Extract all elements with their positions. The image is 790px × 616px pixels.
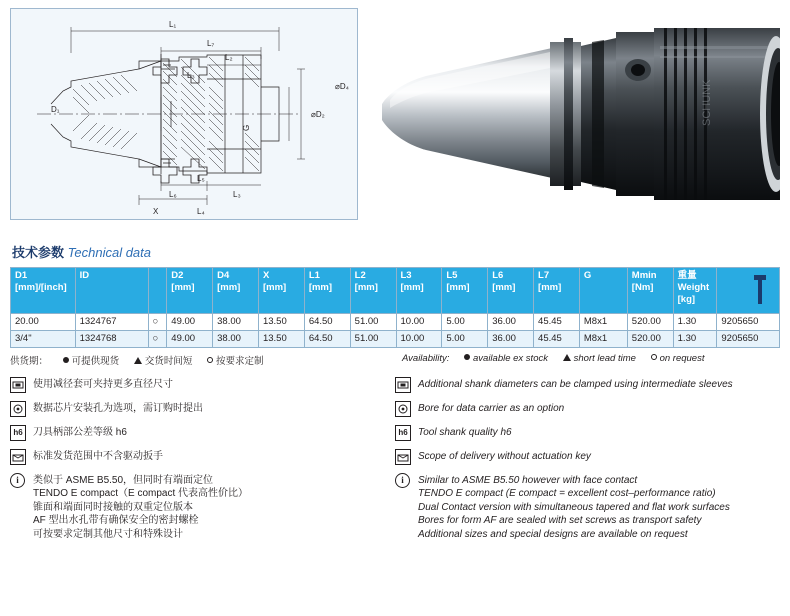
data-chip-icon-box xyxy=(10,401,26,417)
col-header-d2-line1: D2 xyxy=(171,270,184,281)
col-header-l7-line2: [mm] xyxy=(538,281,562,293)
note-line: 锥面和端面同时接触的双重定位版本 xyxy=(33,501,193,513)
availability-item-stock-zh-label: 可提供现货 xyxy=(71,355,120,367)
cell-l3: 10.00 xyxy=(396,330,442,347)
col-header-l2-line2: [mm] xyxy=(354,281,378,293)
dim-label-L5: L₅ xyxy=(197,174,205,183)
dim-label-X: X xyxy=(153,207,159,216)
col-header-d1-line1: D1 xyxy=(15,270,28,281)
wrench-icon xyxy=(745,272,775,308)
info-icon-circle xyxy=(395,473,410,488)
col-header-l2 xyxy=(350,268,396,314)
shank-quality-icon-label: h6 xyxy=(398,428,408,438)
availability-item-short-en-label: short lead time xyxy=(573,352,636,364)
note-data-chip-en xyxy=(395,401,772,417)
cell-l6: 36.00 xyxy=(488,330,534,347)
delivery-scope-icon-box xyxy=(395,449,411,465)
note-line: 标准发货范围中不含驱动扳手 xyxy=(33,450,163,462)
dim-label-L3: L₃ xyxy=(233,190,241,199)
col-header-l6 xyxy=(488,268,534,314)
dim-label-L7: L₇ xyxy=(207,39,215,48)
cell-l2: 51.00 xyxy=(350,314,396,331)
col-header-g-line1: G xyxy=(583,270,592,281)
tool-holder-photo xyxy=(364,8,780,220)
delivery-scope-icon-glyph xyxy=(11,450,25,464)
note-line: 数据芯片安装孔为选项，需订购时提出 xyxy=(33,402,203,414)
col-header-blank xyxy=(148,268,167,314)
note-line: Bore for data carrier as an option xyxy=(418,402,565,414)
col-header-l3-line2: [mm] xyxy=(400,281,424,293)
photo-svg xyxy=(364,8,780,220)
availability-label-en: Availability: xyxy=(402,352,450,364)
note-info-en xyxy=(395,473,772,542)
delivery-scope-icon-glyph xyxy=(396,450,410,464)
technical-data-heading xyxy=(0,228,790,267)
col-header-g xyxy=(579,268,627,314)
cell-g: M8x1 xyxy=(579,314,627,331)
sleeve-icon-glyph xyxy=(396,378,410,392)
col-header-d2-line2: [mm] xyxy=(171,281,195,293)
sleeve-icon xyxy=(395,377,411,393)
col-header-l1 xyxy=(304,268,350,314)
availability-item-request-zh-label: 按要求定制 xyxy=(215,355,264,367)
cell-id: 1324767 xyxy=(75,314,148,331)
info-icon xyxy=(10,473,26,489)
cell-mmin: 520.00 xyxy=(627,314,673,331)
col-header-l1-line1: L1 xyxy=(308,270,320,281)
col-header-l6-line1: L6 xyxy=(492,270,504,281)
col-header-l7 xyxy=(534,268,580,314)
cell-option-dot: ○ xyxy=(148,330,167,347)
tool-holder-cross-section-drawing xyxy=(10,8,358,220)
availability-item-request-en-label: on request xyxy=(659,352,705,364)
cell-option-dot: ○ xyxy=(148,314,167,331)
availability-item-request-zh xyxy=(207,356,264,367)
sleeve-icon xyxy=(10,377,26,393)
cell-actuation-key: 9205650 xyxy=(717,314,780,331)
cell-d2: 49.00 xyxy=(167,314,213,331)
note-delivery-scope-zh xyxy=(10,449,387,465)
shank-quality-icon-box xyxy=(395,425,411,441)
cell-weight: 1.30 xyxy=(673,330,717,347)
data-chip-icon xyxy=(395,401,411,417)
availability-item-request-en xyxy=(651,353,705,364)
note-line: AF 型出水孔带有确保安全的密封螺栓 xyxy=(33,515,199,527)
dim-label-L1: L₁ xyxy=(169,20,177,29)
note-text xyxy=(418,377,733,392)
dim-label-G: G xyxy=(242,124,251,131)
info-icon-circle xyxy=(10,473,25,488)
technical-data-heading-zh: 技术参数 xyxy=(12,245,65,260)
col-header-weight-line2: Weight xyxy=(677,281,710,293)
col-header-actuation-key xyxy=(717,268,780,314)
col-header-mmin xyxy=(627,268,673,314)
note-delivery-scope-en xyxy=(395,449,772,465)
cell-x: 13.50 xyxy=(258,314,304,331)
dim-label-L4: L₄ xyxy=(197,207,205,216)
cell-g: M8x1 xyxy=(579,330,627,347)
shank-quality-icon xyxy=(10,425,26,441)
col-header-l5-line2: [mm] xyxy=(446,281,470,293)
dim-label-L2: L₂ xyxy=(225,53,233,62)
note-line: Bores for form AF are sealed with set screws as transport safety xyxy=(418,515,702,527)
dim-label-D4: ⌀D₄ xyxy=(335,82,349,91)
shank-quality-icon xyxy=(395,425,411,441)
col-header-l3-line1: L3 xyxy=(400,270,412,281)
col-header-weight-line3: [kg] xyxy=(677,293,696,305)
note-line: 刀具柄部公差等级 h6 xyxy=(33,426,127,438)
note-text xyxy=(418,449,591,464)
filled-circle-icon xyxy=(63,357,69,363)
cell-d2: 49.00 xyxy=(167,330,213,347)
col-header-d2 xyxy=(167,268,213,314)
cell-mmin: 520.00 xyxy=(627,330,673,347)
technical-data-heading-en: Technical data xyxy=(67,245,151,260)
availability-item-short-zh-label: 交货时间短 xyxy=(144,355,193,367)
col-header-id-line1: ID xyxy=(79,270,90,281)
cell-l1: 64.50 xyxy=(304,330,350,347)
cell-actuation-key: 9205650 xyxy=(717,330,780,347)
col-header-l2-line1: L2 xyxy=(354,270,366,281)
availability-item-stock-en xyxy=(464,353,548,364)
table-row xyxy=(11,330,780,347)
col-header-mmin-line1: Mmin xyxy=(631,270,657,281)
note-text xyxy=(33,473,248,542)
cell-l7: 45.45 xyxy=(534,330,580,347)
col-header-l3 xyxy=(396,268,442,314)
notes-section xyxy=(10,377,780,550)
sleeve-icon-box xyxy=(395,377,411,393)
hollow-circle-icon xyxy=(207,357,213,363)
dim-label-D2: ⌀D₂ xyxy=(311,110,325,119)
availability-item-short-en xyxy=(563,353,636,364)
delivery-scope-icon-box xyxy=(10,449,26,465)
note-line: 使用减径套可夹持更多直径尺寸 xyxy=(33,378,173,390)
info-icon-label: i xyxy=(16,475,19,486)
notes-column-zh xyxy=(10,377,395,550)
note-line: Similar to ASME B5.50 however with face contact xyxy=(418,474,638,486)
note-text xyxy=(33,425,127,440)
dim-label-L6: L₆ xyxy=(169,190,177,199)
cell-d4: 38.00 xyxy=(213,330,259,347)
photo-brand-label: SCHUNK xyxy=(701,79,713,126)
availability-legend xyxy=(10,353,780,367)
note-line: Tool shank quality h6 xyxy=(418,426,512,438)
sleeve-icon-glyph xyxy=(11,378,25,392)
note-text xyxy=(33,377,173,392)
note-line: 可按要求定制其他尺寸和特殊设计 xyxy=(33,528,183,540)
dim-label-L3b: L₃ xyxy=(187,71,195,80)
data-chip-icon xyxy=(10,401,26,417)
figure-row xyxy=(0,0,790,228)
col-header-d1 xyxy=(11,268,76,314)
data-chip-icon-glyph xyxy=(396,402,410,416)
cell-x: 13.50 xyxy=(258,330,304,347)
notes-column-en xyxy=(395,377,780,550)
delivery-scope-icon xyxy=(395,449,411,465)
cell-d4: 38.00 xyxy=(213,314,259,331)
note-shank-quality-en xyxy=(395,425,772,441)
shank-quality-icon-label: h6 xyxy=(13,428,23,438)
note-text xyxy=(418,401,564,416)
col-header-d4 xyxy=(213,268,259,314)
col-header-x-line1: X xyxy=(262,270,270,281)
hollow-circle-icon xyxy=(651,354,657,360)
cell-l6: 36.00 xyxy=(488,314,534,331)
col-header-d4-line2: [mm] xyxy=(217,281,241,293)
triangle-icon xyxy=(134,357,142,364)
filled-circle-icon xyxy=(464,354,470,360)
note-text xyxy=(418,425,512,440)
col-header-d1-line2: [mm]/[inch] xyxy=(15,281,67,293)
note-text xyxy=(33,401,203,416)
data-chip-icon-glyph xyxy=(11,402,25,416)
info-icon-label: i xyxy=(401,475,404,486)
availability-legend-zh xyxy=(10,353,402,367)
note-shank-quality-zh xyxy=(10,425,387,441)
availability-label-zh: 供货期： xyxy=(10,355,49,367)
col-header-l5-line1: L5 xyxy=(446,270,458,281)
note-line: TENDO E compact (E compact = excellent cost–performance ratio) xyxy=(418,488,716,500)
note-data-chip-zh xyxy=(10,401,387,417)
cell-l3: 10.00 xyxy=(396,314,442,331)
data-chip-icon-box xyxy=(395,401,411,417)
availability-item-stock-zh xyxy=(63,356,120,367)
cell-d1: 3/4" xyxy=(11,330,76,347)
note-line: Scope of delivery without actuation key xyxy=(418,450,591,462)
cell-id: 1324768 xyxy=(75,330,148,347)
table-row xyxy=(11,314,780,331)
info-icon xyxy=(395,473,411,489)
drawing-svg xyxy=(11,9,357,219)
note-line: TENDO E compact（E compact 代表高性价比） xyxy=(33,488,249,500)
delivery-scope-icon xyxy=(10,449,26,465)
col-header-l5 xyxy=(442,268,488,314)
col-header-l6-line2: [mm] xyxy=(492,281,516,293)
note-intermediate-sleeves-en xyxy=(395,377,772,393)
col-header-x xyxy=(258,268,304,314)
cell-d1: 20.00 xyxy=(11,314,76,331)
availability-item-short-zh xyxy=(134,356,193,367)
col-header-l1-line2: [mm] xyxy=(308,281,333,293)
shank-quality-icon-box xyxy=(10,425,26,441)
note-line: Dual Contact version with simultaneous tapered and flat work surfaces xyxy=(418,501,730,513)
cell-l7: 45.45 xyxy=(534,314,580,331)
availability-item-stock-en-label: available ex stock xyxy=(473,352,548,364)
col-header-d4-line1: D4 xyxy=(217,270,230,281)
triangle-icon xyxy=(563,354,571,361)
col-header-mmin-line2: [Nm] xyxy=(631,281,654,293)
col-header-weight xyxy=(673,268,717,314)
dim-label-D1: D₁ xyxy=(51,105,60,114)
note-text xyxy=(33,449,163,464)
sleeve-icon-box xyxy=(10,377,26,393)
col-header-l7-line1: L7 xyxy=(538,270,550,281)
note-text xyxy=(418,473,730,542)
col-header-id xyxy=(75,268,148,314)
col-header-x-line2: [mm] xyxy=(262,281,287,293)
note-line: 类似于 ASME B5.50，但同时有端面定位 xyxy=(33,474,214,486)
cell-l5: 5.00 xyxy=(442,330,488,347)
note-line: Additional sizes and special designs are available on request xyxy=(418,528,688,540)
table-header-row xyxy=(11,268,780,314)
cell-l1: 64.50 xyxy=(304,314,350,331)
note-intermediate-sleeves-zh xyxy=(10,377,387,393)
availability-legend-en xyxy=(402,353,780,367)
note-info-zh xyxy=(10,473,387,542)
cell-l5: 5.00 xyxy=(442,314,488,331)
technical-data-table xyxy=(10,267,780,348)
note-line: Additional shank diameters can be clamped using intermediate sleeves xyxy=(418,378,733,390)
cell-l2: 51.00 xyxy=(350,330,396,347)
cell-weight: 1.30 xyxy=(673,314,717,331)
col-header-weight-line1: 重量 xyxy=(677,270,697,281)
